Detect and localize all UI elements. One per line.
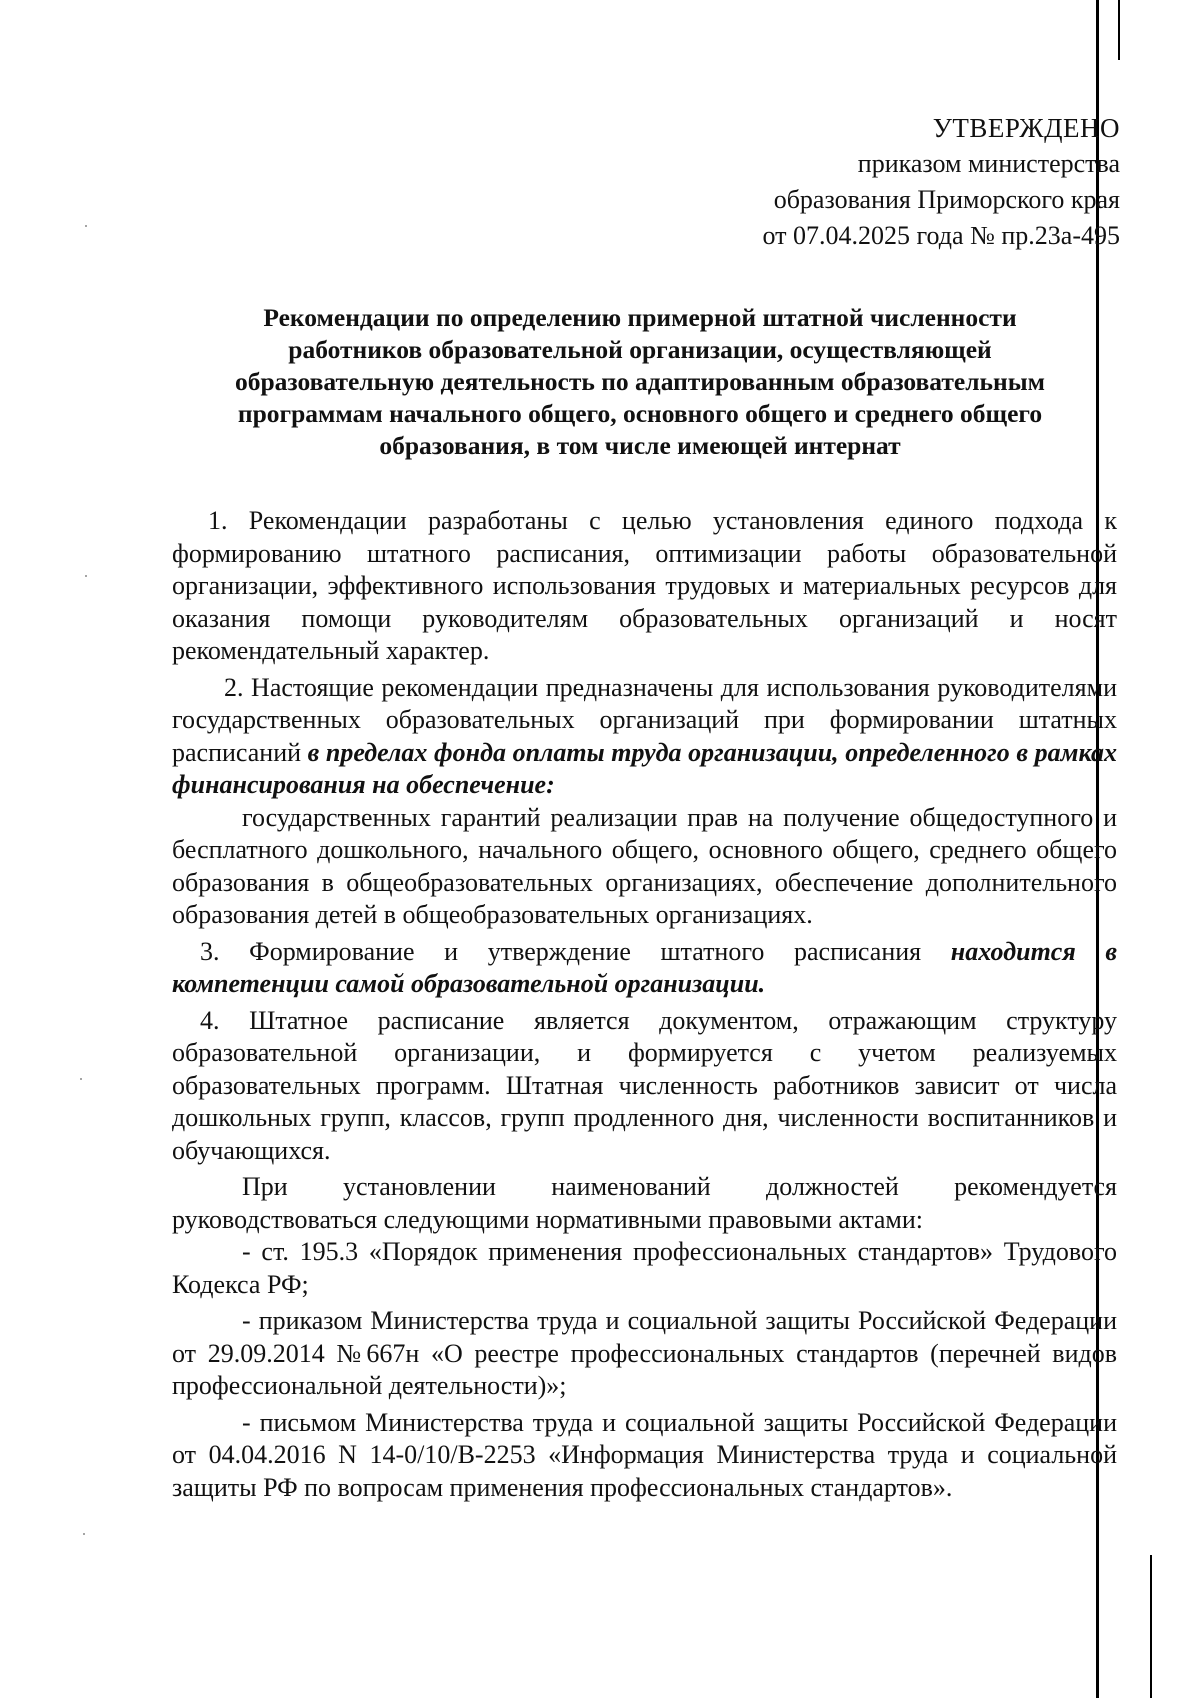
paragraph-3-emphasis: находится в компетенции самой образовательной организации. — [172, 936, 1117, 998]
approval-stamp — [600, 110, 1120, 254]
document-body — [172, 505, 1117, 1504]
paragraph-3-text: 3. Формирование и утверждение штатного расписания — [200, 936, 951, 966]
title-line: образовательную деятельность по адаптированным образовательным — [235, 367, 1045, 396]
approval-line: образования Приморского края — [773, 185, 1120, 214]
scan-border-line — [1118, 0, 1120, 60]
title-line: Рекомендации по определению примерной штатной численности — [263, 303, 1017, 332]
scan-border-line — [1150, 1555, 1152, 1698]
approval-heading: УТВЕРЖДЕНО — [932, 113, 1120, 143]
document-title — [160, 302, 1120, 462]
paragraph-4: 4. Штатное расписание является документом, отражающим структуру образовательной организации, и формируется с учетом реализуемых образовательных программ. Штатная численность работников зависит от числа дошкольных групп, классов, групп продленного дня, численности воспитанников и обучающихся. — [172, 1005, 1117, 1165]
approval-line: приказом министерства — [857, 149, 1120, 178]
paragraph-2-emphasis: в пределах фонда оплаты труда организации, определенного в рамках финансирования на обеспечение: — [172, 737, 1117, 799]
title-line: программам начального общего, основного общего и среднего общего — [237, 399, 1043, 428]
list-item: - приказом Министерства труда и социальной защиты Российской Федерации от 29.09.2014 №667н «О реестре профессиональных стандартов (перечней видов профессиональной деятельности)»; — [172, 1306, 1117, 1400]
paragraph-2 — [172, 672, 1117, 802]
paragraph-2-text: 2. Настоящие рекомендации предназначены для использования руководителями государственных образовательных организаций при формировании штатных расписаний — [172, 672, 1117, 767]
scan-speck — [85, 225, 87, 227]
paragraph-5: При установлении наименований должностей рекомендуется руководствоваться следующими нормативными правовыми актами: — [172, 1172, 1117, 1234]
scan-speck — [85, 575, 87, 577]
title-line: работников образовательной организации, осуществляющей — [288, 335, 992, 364]
paragraph-1: 1. Рекомендации разработаны с целью установления единого подхода к формированию штатного расписания, оптимизации работы образовательной организации, эффективного использования трудовых и материальных ресурсов для оказания помощи руководителям образовательных организаций и носят рекомендательный характер. — [172, 506, 1117, 665]
approval-order-number: от 07.04.2025 года № пр.23а-495 — [762, 221, 1120, 250]
paragraph-3 — [172, 936, 1117, 1001]
list-item: - письмом Министерства труда и социальной защиты Российской Федерации от 04.04.2016 N 14-0/10/В-2253 «Информация Министерства труда и социальной защиты РФ по вопросам применения профессиональных стандартов». — [172, 1407, 1117, 1502]
list-item: - ст. 195.3 «Порядок применения профессиональных стандартов» Трудового Кодекса РФ; — [172, 1237, 1117, 1299]
scan-speck — [80, 1078, 82, 1080]
scan-speck — [83, 1533, 85, 1535]
paragraph-2-continuation: государственных гарантий реализации прав на получение общедоступного и бесплатного дошкольного, начального общего, основного общего, среднего общего образования в общеобразовательных организациях, обеспечение дополнительного образования детей в общеобразовательных организациях. — [172, 802, 1117, 929]
title-line: образования, в том числе имеющей интернат — [379, 431, 901, 460]
